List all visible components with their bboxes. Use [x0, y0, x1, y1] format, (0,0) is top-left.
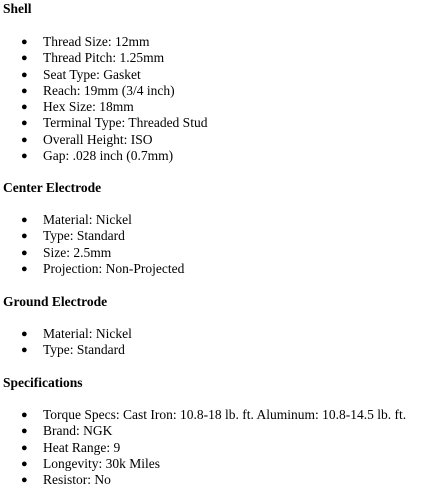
bullet-icon: ●: [21, 246, 28, 259]
bullet-icon: ●: [21, 328, 28, 340]
bullet-icon: ●: [21, 117, 28, 130]
bullet-icon: ●: [21, 441, 28, 454]
bullet-icon: ●: [21, 262, 28, 275]
section-heading-center-electrode: Center Electrode: [3, 180, 102, 195]
bullet-icon: ●: [21, 457, 28, 470]
bullet-icon: ●: [21, 230, 28, 243]
bullet-icon: ●: [21, 409, 28, 421]
bullet-icon: ●: [21, 425, 28, 438]
bullet-icon: ●: [21, 150, 28, 163]
bullet-icon: ●: [21, 474, 28, 487]
section-heading-ground-electrode: Ground Electrode: [3, 294, 108, 309]
bullet-icon: ●: [21, 52, 28, 65]
bullet-icon: ●: [21, 344, 28, 357]
bullet-icon: ●: [21, 133, 28, 146]
section-heading-shell: Shell: [3, 1, 32, 16]
bullet-icon: ●: [21, 214, 28, 226]
bullet-icon: ●: [21, 101, 28, 114]
bullet-icon: ●: [21, 68, 28, 81]
spec-document: Shell ● Thread Size: 12mm ● Thread Pitch: 1.25mm ● Seat Type: Gasket ● Reach: 19mm (3/4 inch) ● Hex Size: 18mm ● Terminal Type: Threaded Stud ● Overall Height: ISO ● Gap: .028 inch (0.7mm) Center Electrode ● Material: Nickel ● Type: Standard ● Size: 2.5mm ● Projection: Non-Projected Ground Electrode ● Material: Nickel ● Type: Standard Specifications ● Torque Specs: Cast Iron: 10.8-18 lb. ft. Aluminum: 10.8-14.5 lb. ft. ● Brand: NGK ● Heat Range: 9 ● Longevity: 30k Miles ● Resistor: No: [3, 1, 407, 488]
bullet-icon: ●: [21, 36, 28, 48]
bullet-icon: ●: [21, 84, 28, 97]
section-heading-specifications: Specifications: [3, 375, 83, 390]
